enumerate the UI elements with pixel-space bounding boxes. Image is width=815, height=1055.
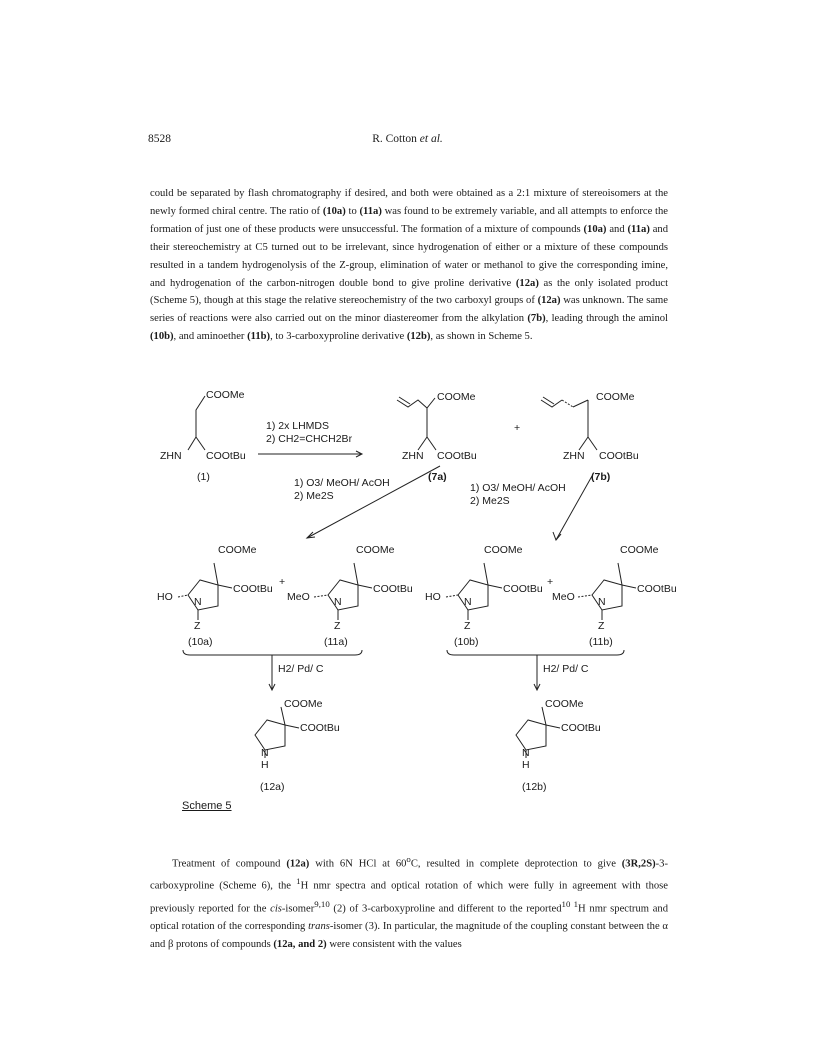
label-cootbu-7a: COOtBu [437, 450, 477, 462]
label-h-12a: H [261, 759, 269, 771]
scheme-caption: Scheme 5 [182, 800, 232, 812]
label-z-10a: Z [194, 620, 201, 632]
label-zhn-1: ZHN [160, 450, 182, 462]
bond-1 [196, 396, 205, 450]
label-n-12a: N [261, 747, 269, 759]
reagent-ozone-a: 1) O3/ MeOH/ AcOH [294, 477, 390, 489]
label-zhn-7b: ZHN [563, 450, 585, 462]
compound-label-11a: (11a) [324, 636, 348, 648]
running-head-etal: et al. [419, 133, 443, 145]
label-n-10b: N [464, 596, 472, 608]
label-coome-11b: COOMe [620, 544, 659, 556]
body-paragraph-2: Treatment of compound (12a) with 6N HCl at 60$^o$C, resulted in complete deprotection to give (3R,2S)-3-carboxyproline (Scheme 6), the $^1$H nmr spectra and optical rotation of which were fully in agreement with those previously reported for the cis-isomer$^{9,10}$ (2) of 3-carboxyproline and different to the reported$^{10}$ $^1$H nmr spectrum and optical rotation of the corresponding trans-isomer (3). In particular, the magnitude of the coupling constant between the α and β protons of compounds (12a, and 2) were consistent with the values [150, 854, 668, 951]
label-z-10b: Z [464, 620, 471, 632]
label-cootbu-7b: COOtBu [599, 450, 639, 462]
reagent-h2-b: H2/ Pd/ C [543, 663, 589, 675]
body-paragraph-1: could be separated by flash chromatography if desired, and both were obtained as a 2:1 mixture of stereoisomers at the newly formed chiral centre. The ratio of (10a) to (11a) was found to be extremely variable, and all attempts to enforce the formation of just one of these products were unsuccessful. The formation of a mixture of compounds (10a) and (11a) and their stereochemistry at C5 turned out to be irrelevant, since hydrogenation of either or a mixture of these compounds resulted in a tandem hydrogenolysis of the Z-group, elimination of water or methanol to give the corresponding imine, and hydrogenation of the carbon-nitrogen double bond to give proline derivative (12a) as the only isolated product (Scheme 5), though at this stage the relative stereochemistry of the two carboxyl groups of (12a) was unknown. The same series of reactions were also carried out on the minor diastereomer from the alkylation (7b), leading through the aminol (10b), and aminoether (11b), to 3-carboxyproline derivative (12b), as shown in Scheme 5. [150, 188, 669, 343]
label-coome-10b: COOMe [484, 544, 523, 556]
reagent-dms-b: 2) Me2S [470, 495, 510, 507]
scheme-bonds [0, 380, 815, 820]
page-number: 8528 [148, 133, 171, 145]
label-meo-11b: MeO [552, 591, 575, 603]
compound-label-10a: (10a) [188, 636, 213, 648]
compound-label-1: (1) [197, 471, 210, 483]
plus-10b-11b: + [547, 576, 554, 588]
reagent-dms-a: 2) Me2S [294, 490, 334, 502]
plus-10a-11a: + [279, 576, 286, 588]
compound-label-7b: (7b) [591, 471, 611, 483]
running-head-author: R. Cotton [372, 133, 417, 145]
ring-10a [178, 563, 232, 620]
label-ho-10b: HO [425, 591, 441, 603]
label-zhn-7a: ZHN [402, 450, 424, 462]
ring-11b [578, 563, 636, 620]
label-z-11b: Z [598, 620, 605, 632]
label-cootbu-11a: COOtBu [373, 583, 413, 595]
label-coome-7b: COOMe [596, 391, 635, 403]
running-head [0, 133, 815, 145]
label-cootbu-10b: COOtBu [503, 583, 543, 595]
label-coome-1: COOMe [206, 389, 245, 401]
label-n-11a: N [334, 596, 342, 608]
bond-1-nh [188, 437, 196, 450]
label-cootbu-12a: COOtBu [300, 722, 340, 734]
label-coome-10a: COOMe [218, 544, 257, 556]
label-z-11a: Z [334, 620, 341, 632]
reagent-h2-a: H2/ Pd/ C [278, 663, 324, 675]
reagent-allylbromide: 2) CH2=CHCH2Br [266, 433, 353, 445]
bracket-right [447, 650, 624, 655]
reagent-ozone-b: 1) O3/ MeOH/ AcOH [470, 482, 566, 494]
allyl-7b [541, 400, 562, 407]
label-cootbu-12b: COOtBu [561, 722, 601, 734]
reagent-lhmds: 1) 2x LHMDS [266, 420, 330, 432]
compound-label-7a: (7a) [428, 471, 447, 483]
label-ho-10a: HO [157, 591, 173, 603]
label-n-10a: N [194, 596, 202, 608]
label-cootbu-10a: COOtBu [233, 583, 273, 595]
label-n-11b: N [598, 596, 606, 608]
label-coome-12b: COOMe [545, 698, 584, 710]
reaction-scheme [0, 380, 815, 820]
bracket-left [183, 650, 362, 655]
label-coome-11a: COOMe [356, 544, 395, 556]
ring-10b [446, 563, 502, 620]
label-coome-12a: COOMe [284, 698, 323, 710]
ring-11a [314, 563, 372, 620]
plus-7: + [514, 422, 521, 434]
compound-label-11b: (11b) [589, 636, 613, 648]
label-meo-11a: MeO [287, 591, 310, 603]
compound-label-12a: (12a) [260, 781, 285, 793]
label-cootbu-1: COOtBu [206, 450, 246, 462]
compound-label-10b: (10b) [454, 636, 479, 648]
label-cootbu-11b: COOtBu [637, 583, 677, 595]
label-h-12b: H [522, 759, 530, 771]
label-coome-7a: COOMe [437, 391, 476, 403]
label-n-12b: N [522, 747, 530, 759]
compound-label-12b: (12b) [522, 781, 547, 793]
